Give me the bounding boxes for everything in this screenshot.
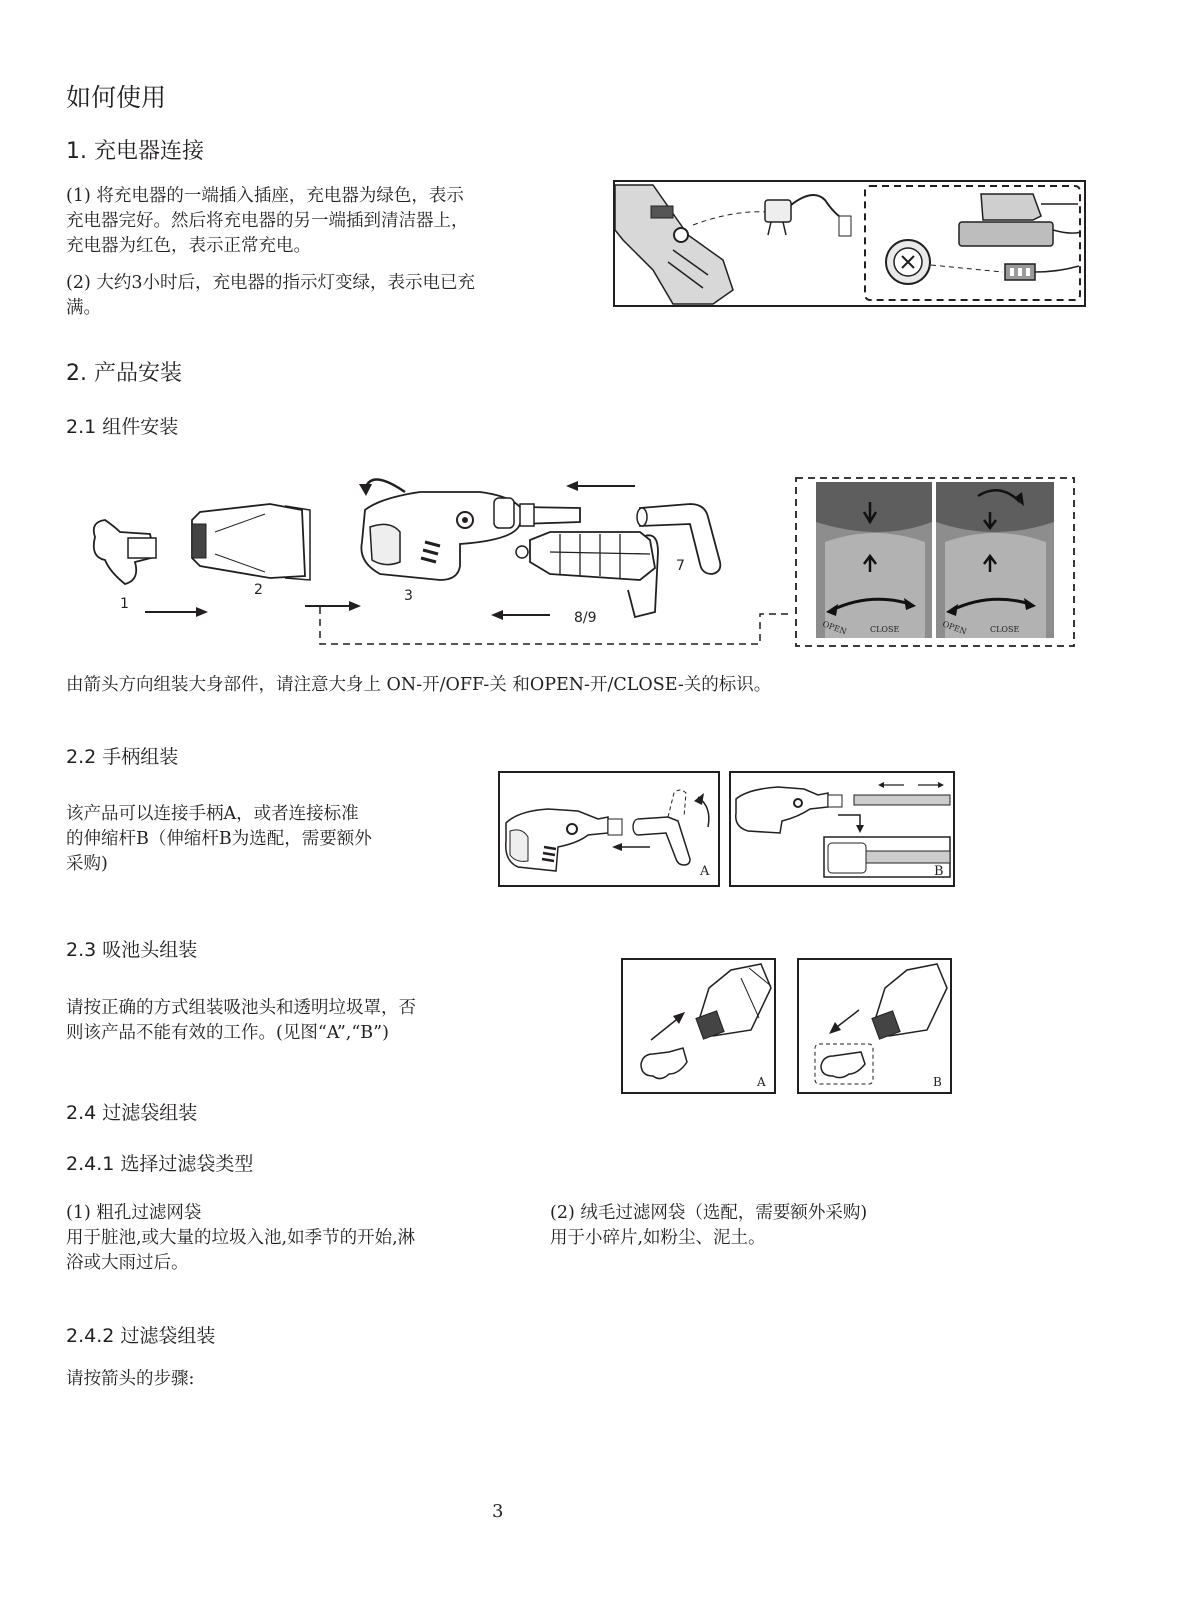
handle-assembly-figure — [498, 771, 956, 888]
section-1-heading: 1. 充电器连接 — [66, 139, 204, 164]
section-2-2-heading: 2.2 手柄组装 — [66, 746, 179, 768]
section-2-3-paragraph: 请按正确的方式组装吸池头和透明垃圾罩，否 则该产品不能有效的工作。(见图“A”,“B”) — [66, 998, 416, 1043]
section-2-4-heading: 2.4 过滤袋组装 — [66, 1102, 198, 1124]
section-2-heading: 2. 产品安装 — [66, 361, 182, 386]
pool-head-label-a: A — [757, 1075, 766, 1089]
handle-figure-label-b: B — [934, 864, 944, 879]
section-2-4-1-right-paragraph: (2) 绒毛过滤网袋（选配，需要额外采购) 用于小碎片,如粉尘、泥土。 — [550, 1203, 868, 1248]
photo-right-close-label: CLOSE — [990, 625, 1020, 634]
photo-left-open-label: OPEN — [821, 619, 848, 637]
section-2-4-2-paragraph: 请按箭头的步骤: — [66, 1369, 195, 1389]
section-2-4-1-heading: 2.4.1 选择过滤袋类型 — [66, 1153, 254, 1175]
section-2-3-heading: 2.3 吸池头组装 — [66, 939, 198, 961]
pool-head-assembly-figure — [621, 958, 953, 1096]
section-2-1-caption: 由箭头方向组装大身部件，请注意大身上 ON-开/OFF-关 和OPEN-开/CLOSE-关的标识。 — [66, 675, 772, 695]
label-part-2: 2 — [254, 582, 263, 598]
section-2-4-1-left-paragraph: (1) 粗孔过滤网袋 用于脏池,或大量的垃圾入池,如季节的开始,淋 浴或大雨过后。 — [66, 1203, 416, 1273]
section-1-paragraph-2: (2) 大约3小时后，充电器的指示灯变绿，表示电已充 满。 — [66, 273, 475, 318]
section-2-2-paragraph: 该产品可以连接手柄A，或者连接标准 的伸缩杆B（伸缩杆B为选配，需要额外 采购) — [66, 804, 372, 874]
label-part-8-9: 8/9 — [574, 610, 597, 626]
section-2-4-2-heading: 2.4.2 过滤袋组装 — [66, 1325, 216, 1347]
label-part-1: 1 — [120, 596, 129, 612]
label-part-7: 7 — [676, 558, 685, 574]
section-1-paragraph-1: (1) 将充电器的一端插入插座，充电器为绿色，表示 充电器完好。然后将充电器的另一端插到清洁器上， 充电器为红色，表示正常充电。 — [66, 186, 469, 256]
page-number: 3 — [492, 1501, 504, 1522]
page-title: 如何使用 — [66, 83, 167, 112]
handle-figure-label-a: A — [700, 864, 710, 879]
section-2-1-heading: 2.1 组件安装 — [66, 416, 179, 438]
photo-left-close-label: CLOSE — [870, 625, 900, 634]
component-assembly-figure — [80, 462, 1080, 652]
pool-head-label-b: B — [933, 1075, 942, 1089]
photo-right-open-label: OPEN — [941, 619, 968, 637]
label-part-3: 3 — [404, 588, 413, 604]
charger-connection-figure — [613, 180, 1086, 307]
